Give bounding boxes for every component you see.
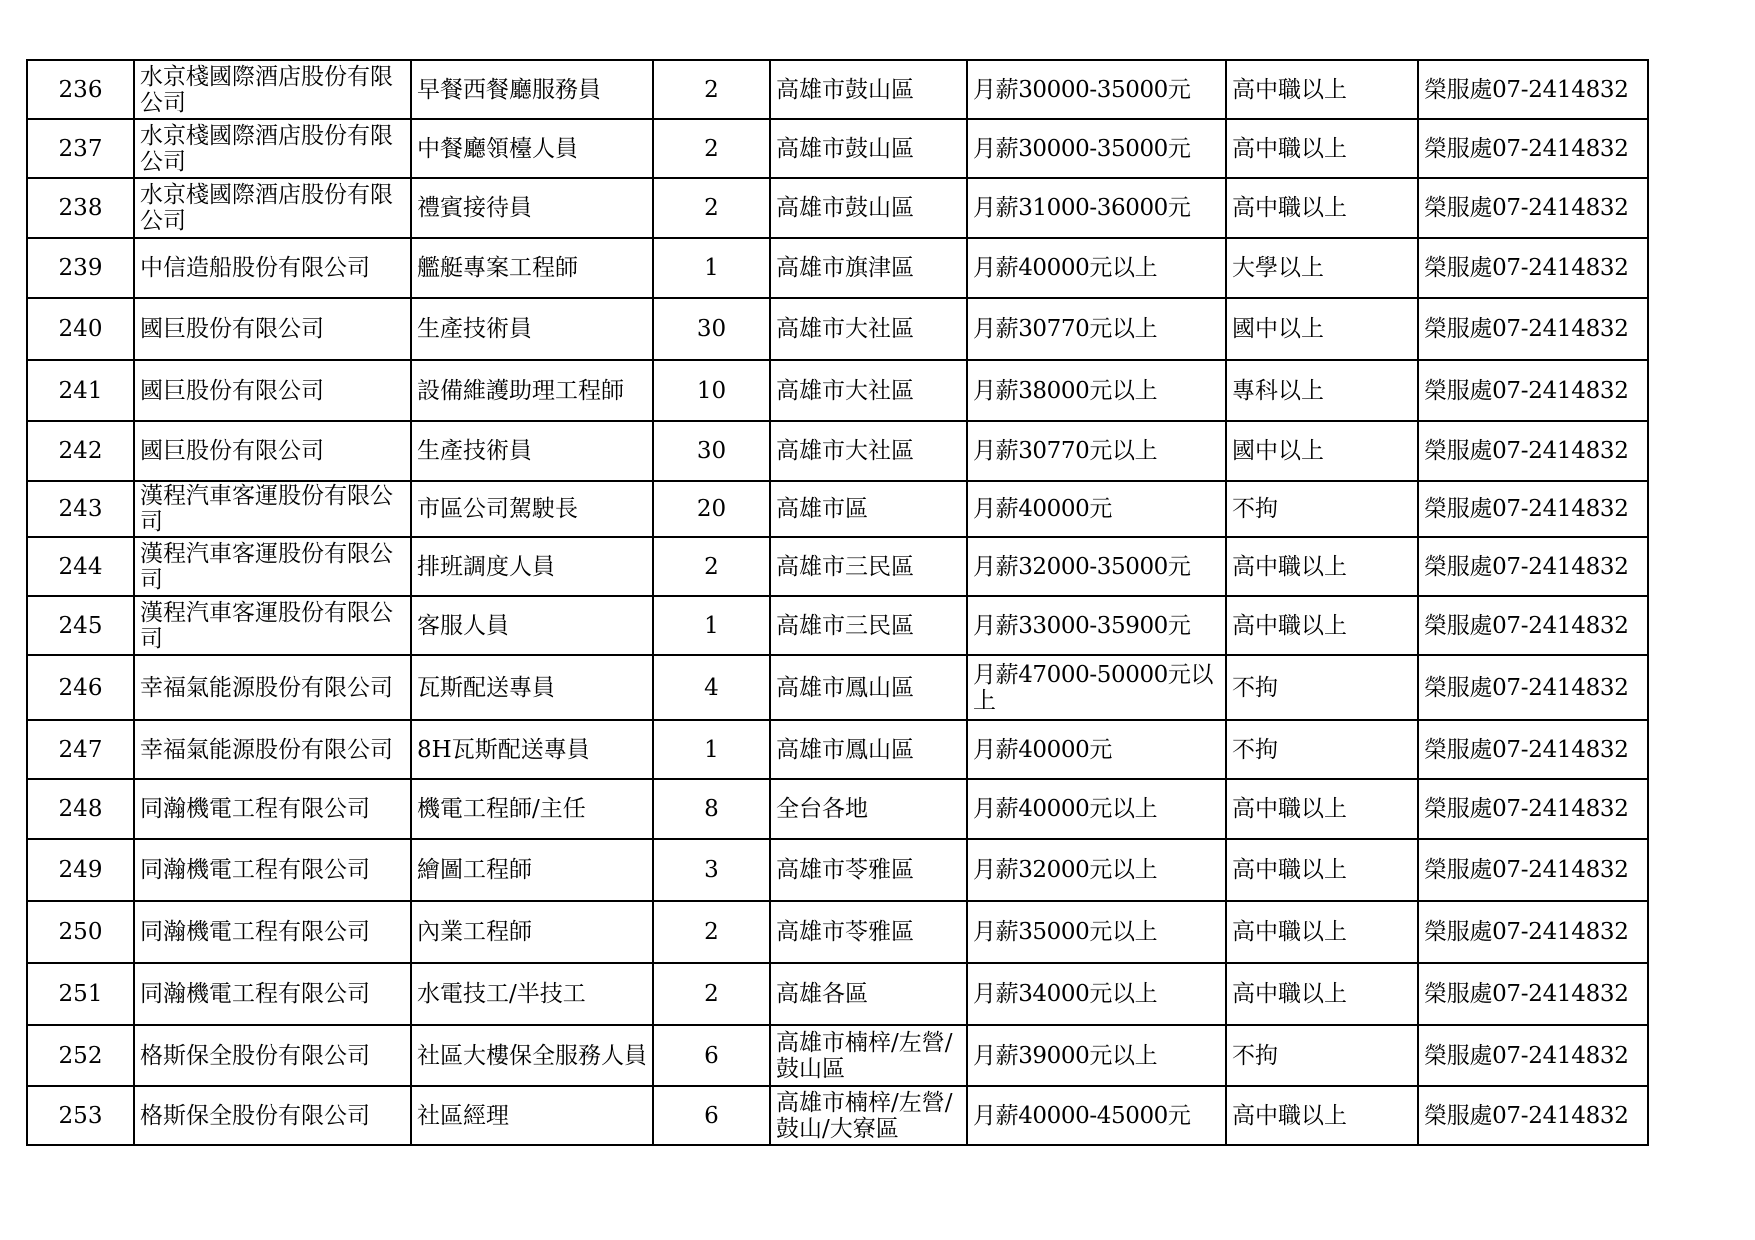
job-title: 客服人員: [411, 596, 653, 655]
education-requirement: 高中職以上: [1226, 596, 1418, 655]
work-location: 高雄市鼓山區: [770, 119, 967, 178]
row-number: 247: [27, 720, 134, 779]
table-row: [27, 596, 1648, 655]
job-title: 機電工程師/主任: [411, 779, 653, 839]
company-name: 格斯保全股份有限公司: [134, 1025, 411, 1086]
company-name: 國巨股份有限公司: [134, 421, 411, 481]
headcount: 30: [653, 421, 770, 481]
headcount: 2: [653, 60, 770, 119]
row-number: 244: [27, 537, 134, 596]
contact-info: 榮服處07-2414832: [1418, 298, 1648, 360]
work-location: 高雄市三民區: [770, 596, 967, 655]
salary: 月薪47000-50000元以上: [967, 655, 1226, 720]
work-location: 高雄市楠梓/左營/鼓山/大寮區: [770, 1086, 967, 1145]
salary: 月薪40000元以上: [967, 238, 1226, 298]
salary: 月薪40000-45000元: [967, 1086, 1226, 1145]
table-row: [27, 481, 1648, 537]
headcount: 2: [653, 537, 770, 596]
headcount: 1: [653, 720, 770, 779]
salary: 月薪30770元以上: [967, 298, 1226, 360]
salary: 月薪40000元以上: [967, 779, 1226, 839]
table-row: [27, 238, 1648, 298]
contact-info: 榮服處07-2414832: [1418, 963, 1648, 1025]
job-title: 水電技工/半技工: [411, 963, 653, 1025]
work-location: 高雄各區: [770, 963, 967, 1025]
contact-info: 榮服處07-2414832: [1418, 178, 1648, 238]
education-requirement: 大學以上: [1226, 238, 1418, 298]
education-requirement: 高中職以上: [1226, 119, 1418, 178]
row-number: 251: [27, 963, 134, 1025]
row-number: 238: [27, 178, 134, 238]
contact-info: 榮服處07-2414832: [1418, 655, 1648, 720]
salary: 月薪39000元以上: [967, 1025, 1226, 1086]
table-body: [27, 60, 1648, 1145]
contact-info: 榮服處07-2414832: [1418, 60, 1648, 119]
headcount: 20: [653, 481, 770, 537]
job-title: 內業工程師: [411, 901, 653, 963]
headcount: 2: [653, 963, 770, 1025]
salary: 月薪31000-36000元: [967, 178, 1226, 238]
table-row: [27, 839, 1648, 901]
education-requirement: 高中職以上: [1226, 537, 1418, 596]
education-requirement: 不拘: [1226, 720, 1418, 779]
salary: 月薪33000-35900元: [967, 596, 1226, 655]
work-location: 高雄市大社區: [770, 360, 967, 421]
company-name: 水京棧國際酒店股份有限公司: [134, 60, 411, 119]
table-row: [27, 779, 1648, 839]
row-number: 239: [27, 238, 134, 298]
job-title: 早餐西餐廳服務員: [411, 60, 653, 119]
education-requirement: 國中以上: [1226, 298, 1418, 360]
work-location: 高雄市區: [770, 481, 967, 537]
job-title: 社區大樓保全服務人員: [411, 1025, 653, 1086]
work-location: 全台各地: [770, 779, 967, 839]
company-name: 格斯保全股份有限公司: [134, 1086, 411, 1145]
job-title: 排班調度人員: [411, 537, 653, 596]
table-row: [27, 360, 1648, 421]
job-title: 社區經理: [411, 1086, 653, 1145]
table-row: [27, 178, 1648, 238]
education-requirement: 不拘: [1226, 1025, 1418, 1086]
education-requirement: 國中以上: [1226, 421, 1418, 481]
contact-info: 榮服處07-2414832: [1418, 1025, 1648, 1086]
company-name: 國巨股份有限公司: [134, 298, 411, 360]
table-row: [27, 421, 1648, 481]
table-row: [27, 720, 1648, 779]
work-location: 高雄市大社區: [770, 421, 967, 481]
job-title: 生產技術員: [411, 298, 653, 360]
salary: 月薪30000-35000元: [967, 60, 1226, 119]
salary: 月薪40000元: [967, 720, 1226, 779]
job-title: 艦艇專案工程師: [411, 238, 653, 298]
education-requirement: 高中職以上: [1226, 779, 1418, 839]
contact-info: 榮服處07-2414832: [1418, 901, 1648, 963]
table-row: [27, 1025, 1648, 1086]
row-number: 237: [27, 119, 134, 178]
education-requirement: 高中職以上: [1226, 60, 1418, 119]
row-number: 245: [27, 596, 134, 655]
company-name: 同瀚機電工程有限公司: [134, 779, 411, 839]
salary: 月薪34000元以上: [967, 963, 1226, 1025]
headcount: 30: [653, 298, 770, 360]
job-title: 8H瓦斯配送專員: [411, 720, 653, 779]
contact-info: 榮服處07-2414832: [1418, 481, 1648, 537]
company-name: 漢程汽車客運股份有限公司: [134, 596, 411, 655]
job-title: 中餐廳領檯人員: [411, 119, 653, 178]
table-row: [27, 655, 1648, 720]
work-location: 高雄市苓雅區: [770, 901, 967, 963]
headcount: 10: [653, 360, 770, 421]
headcount: 6: [653, 1086, 770, 1145]
salary: 月薪32000-35000元: [967, 537, 1226, 596]
education-requirement: 不拘: [1226, 655, 1418, 720]
row-number: 246: [27, 655, 134, 720]
company-name: 中信造船股份有限公司: [134, 238, 411, 298]
company-name: 國巨股份有限公司: [134, 360, 411, 421]
contact-info: 榮服處07-2414832: [1418, 1086, 1648, 1145]
education-requirement: 高中職以上: [1226, 901, 1418, 963]
company-name: 漢程汽車客運股份有限公司: [134, 481, 411, 537]
company-name: 同瀚機電工程有限公司: [134, 901, 411, 963]
education-requirement: 專科以上: [1226, 360, 1418, 421]
work-location: 高雄市大社區: [770, 298, 967, 360]
headcount: 2: [653, 178, 770, 238]
education-requirement: 高中職以上: [1226, 963, 1418, 1025]
company-name: 漢程汽車客運股份有限公司: [134, 537, 411, 596]
education-requirement: 不拘: [1226, 481, 1418, 537]
work-location: 高雄市鼓山區: [770, 178, 967, 238]
work-location: 高雄市三民區: [770, 537, 967, 596]
contact-info: 榮服處07-2414832: [1418, 720, 1648, 779]
headcount: 1: [653, 238, 770, 298]
table-row: [27, 963, 1648, 1025]
row-number: 240: [27, 298, 134, 360]
row-number: 252: [27, 1025, 134, 1086]
headcount: 2: [653, 901, 770, 963]
job-title: 生產技術員: [411, 421, 653, 481]
job-title: 設備維護助理工程師: [411, 360, 653, 421]
company-name: 水京棧國際酒店股份有限公司: [134, 119, 411, 178]
table-row: [27, 298, 1648, 360]
work-location: 高雄市鳳山區: [770, 720, 967, 779]
salary: 月薪40000元: [967, 481, 1226, 537]
table-row: [27, 60, 1648, 119]
company-name: 幸福氣能源股份有限公司: [134, 720, 411, 779]
salary: 月薪30000-35000元: [967, 119, 1226, 178]
education-requirement: 高中職以上: [1226, 178, 1418, 238]
education-requirement: 高中職以上: [1226, 839, 1418, 901]
work-location: 高雄市鳳山區: [770, 655, 967, 720]
salary: 月薪38000元以上: [967, 360, 1226, 421]
contact-info: 榮服處07-2414832: [1418, 839, 1648, 901]
row-number: 250: [27, 901, 134, 963]
headcount: 8: [653, 779, 770, 839]
headcount: 3: [653, 839, 770, 901]
job-listing-table: [26, 59, 1649, 1146]
row-number: 242: [27, 421, 134, 481]
salary: 月薪30770元以上: [967, 421, 1226, 481]
headcount: 1: [653, 596, 770, 655]
contact-info: 榮服處07-2414832: [1418, 119, 1648, 178]
work-location: 高雄市旗津區: [770, 238, 967, 298]
contact-info: 榮服處07-2414832: [1418, 360, 1648, 421]
row-number: 241: [27, 360, 134, 421]
row-number: 248: [27, 779, 134, 839]
table-row: [27, 119, 1648, 178]
headcount: 2: [653, 119, 770, 178]
company-name: 同瀚機電工程有限公司: [134, 963, 411, 1025]
contact-info: 榮服處07-2414832: [1418, 779, 1648, 839]
salary: 月薪32000元以上: [967, 839, 1226, 901]
table-row: [27, 1086, 1648, 1145]
contact-info: 榮服處07-2414832: [1418, 596, 1648, 655]
headcount: 4: [653, 655, 770, 720]
company-name: 同瀚機電工程有限公司: [134, 839, 411, 901]
row-number: 249: [27, 839, 134, 901]
contact-info: 榮服處07-2414832: [1418, 537, 1648, 596]
table-row: [27, 537, 1648, 596]
row-number: 243: [27, 481, 134, 537]
company-name: 幸福氣能源股份有限公司: [134, 655, 411, 720]
company-name: 水京棧國際酒店股份有限公司: [134, 178, 411, 238]
work-location: 高雄市鼓山區: [770, 60, 967, 119]
row-number: 236: [27, 60, 134, 119]
job-title: 瓦斯配送專員: [411, 655, 653, 720]
job-title: 市區公司駕駛長: [411, 481, 653, 537]
job-title: 禮賓接待員: [411, 178, 653, 238]
work-location: 高雄市楠梓/左營/鼓山區: [770, 1025, 967, 1086]
work-location: 高雄市苓雅區: [770, 839, 967, 901]
salary: 月薪35000元以上: [967, 901, 1226, 963]
row-number: 253: [27, 1086, 134, 1145]
education-requirement: 高中職以上: [1226, 1086, 1418, 1145]
contact-info: 榮服處07-2414832: [1418, 238, 1648, 298]
contact-info: 榮服處07-2414832: [1418, 421, 1648, 481]
table-row: [27, 901, 1648, 963]
headcount: 6: [653, 1025, 770, 1086]
job-title: 繪圖工程師: [411, 839, 653, 901]
